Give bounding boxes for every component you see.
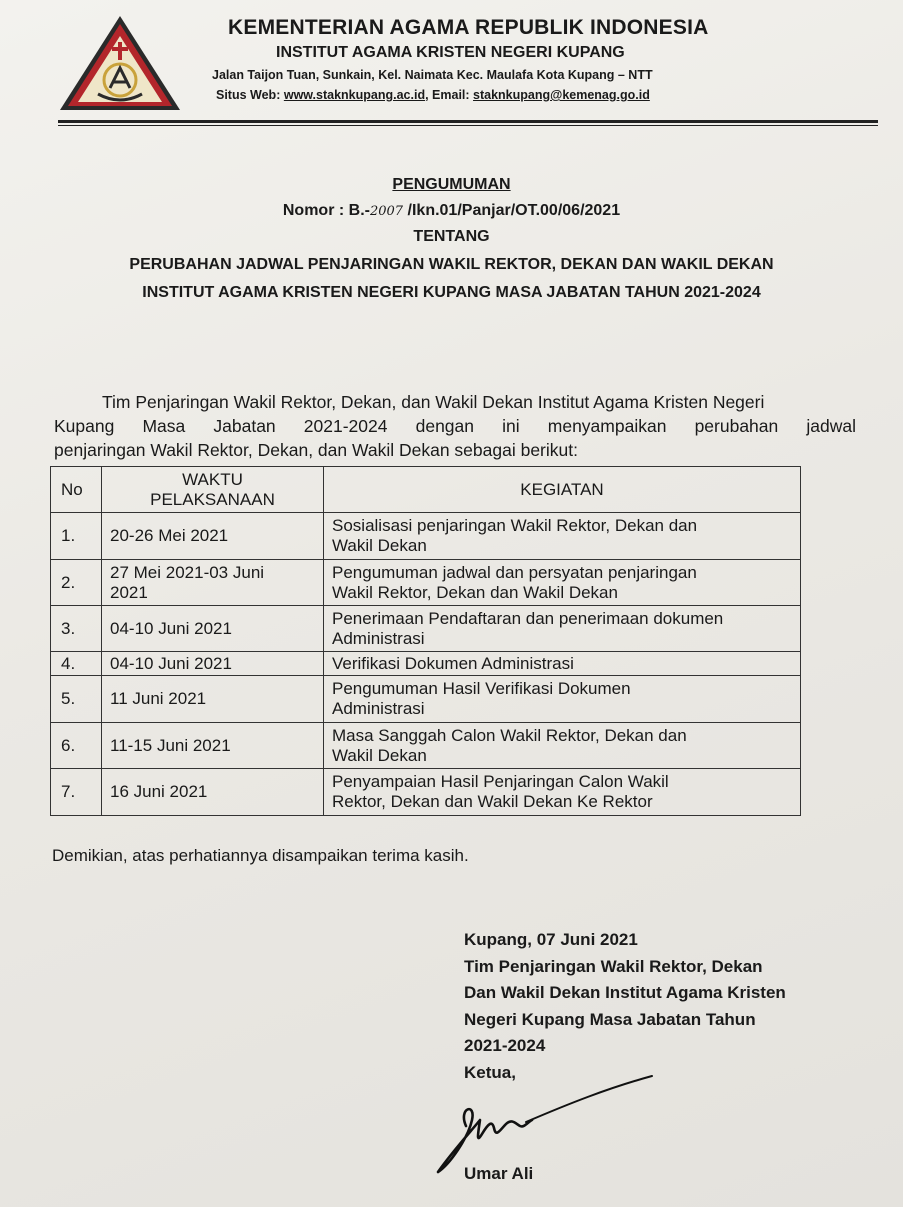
schedule-table — [50, 466, 801, 816]
row-no: 3. — [51, 606, 102, 652]
institute-name: INSTITUT AGAMA KRISTEN NEGERI KUPANG — [276, 44, 625, 61]
table-row — [51, 676, 801, 723]
web-label: Situs Web: — [216, 88, 284, 102]
signature-block — [464, 927, 786, 1086]
row-date-l1: 16 Juni 2021 — [110, 782, 208, 801]
number-handwritten: 2007 — [369, 204, 404, 219]
contact-line — [216, 88, 650, 102]
row-act-l2: Administrasi — [332, 699, 425, 718]
row-date-l2: 2021 — [110, 582, 148, 602]
row-date — [102, 769, 324, 816]
website-link[interactable]: www.staknkupang.ac.id — [283, 88, 426, 102]
signer-name: Umar Ali — [464, 1164, 534, 1183]
email-link[interactable]: staknkupang@kemenag.go.id — [473, 88, 650, 102]
org-line-1: Tim Penjaringan Wakil Rektor, Dekan — [464, 956, 763, 976]
table-row — [51, 769, 801, 816]
row-no: 1. — [51, 513, 102, 560]
handwritten-signature-icon — [428, 1068, 658, 1178]
row-act-l2: Administrasi — [332, 628, 425, 648]
row-date — [102, 723, 324, 769]
row-act-l1: Pengumuman Hasil Verifikasi Dokumen — [332, 679, 631, 698]
institute-address: Jalan Taijon Tuan, Sunkain, Kel. Naimata Kec. Maulafa Kota Kupang – NTT — [212, 68, 653, 82]
announcement-number — [0, 202, 903, 220]
place-date: Kupang, 07 Juni 2021 — [464, 930, 638, 949]
announcement-title: PENGUMUMAN — [392, 176, 511, 193]
table-row — [51, 606, 801, 652]
row-activity — [324, 560, 801, 606]
closing-statement: Demikian, atas perhatiannya disampaikan terima kasih. — [52, 846, 469, 865]
row-activity — [324, 723, 801, 769]
header-time-line1: WAKTU — [182, 469, 243, 489]
header-activity: KEGIATAN — [324, 467, 801, 513]
header-no: No — [51, 467, 102, 513]
row-act-l1: Masa Sanggah Calon Wakil Rektor, Dekan dan — [332, 725, 687, 745]
row-no: 7. — [51, 769, 102, 816]
row-activity — [324, 676, 801, 723]
org-line-3: Negeri Kupang Masa Jabatan Tahun — [464, 1009, 756, 1029]
header-time — [102, 467, 324, 513]
row-no: 4. — [51, 652, 102, 676]
intro-paragraph — [54, 390, 856, 462]
header-time-line2: PELAKSANAAN — [150, 489, 275, 509]
table-row — [51, 723, 801, 769]
row-no: 5. — [51, 676, 102, 723]
row-act-l1: Penerimaan Pendaftaran dan penerimaan dokumen — [332, 608, 724, 628]
org-line-4: 2021-2024 — [464, 1036, 546, 1055]
row-date-l1: 11 Juni 2021 — [110, 689, 207, 708]
signer-role: Ketua, — [464, 1062, 516, 1082]
row-act-l2: Wakil Dekan — [332, 745, 427, 765]
row-date-l1: 04-10 Juni 2021 — [110, 653, 232, 673]
ministry-title: KEMENTERIAN AGAMA REPUBLIK INDONESIA — [228, 16, 709, 39]
subject-line-1: PERUBAHAN JADWAL PENJARINGAN WAKIL REKTOR, DEKAN DAN WAKIL DEKAN — [129, 256, 774, 273]
table-row — [51, 513, 801, 560]
row-date — [102, 606, 324, 652]
row-date — [102, 676, 324, 723]
letterhead-rule-thin — [58, 125, 878, 126]
row-date — [102, 560, 324, 606]
row-no: 2. — [51, 560, 102, 606]
row-date-l1: 11-15 Juni 2021 — [110, 735, 231, 755]
row-act-l1: Penyampaian Hasil Penjaringan Calon Wakil — [332, 772, 669, 791]
email-label: , Email: — [425, 88, 474, 102]
row-date-l1: 27 Mei 2021-03 Juni — [110, 562, 265, 582]
row-activity — [324, 652, 801, 676]
table-row — [51, 560, 801, 606]
table-row — [51, 652, 801, 676]
row-act-l1: Pengumuman jadwal dan persyatan penjaringan — [332, 562, 697, 582]
row-no: 6. — [51, 723, 102, 769]
row-activity — [324, 769, 801, 816]
number-prefix: Nomor : B.- — [282, 202, 370, 219]
row-act-l2: Wakil Rektor, Dekan dan Wakil Dekan — [332, 582, 618, 602]
about-label: TENTANG — [413, 228, 490, 245]
row-act-l2: Wakil Dekan — [332, 536, 427, 555]
table-header-row — [51, 467, 801, 513]
row-date-l1: 20-26 Mei 2021 — [110, 526, 229, 545]
row-act-l2: Rektor, Dekan dan Wakil Dekan Ke Rektor — [332, 792, 653, 811]
row-date-l1: 04-10 Juni 2021 — [110, 618, 232, 638]
intro-line-3: penjaringan Wakil Rektor, Dekan, dan Wakil Dekan sebagai berikut: — [54, 440, 578, 460]
row-act-l1: Sosialisasi penjaringan Wakil Rektor, Dekan dan — [332, 516, 698, 535]
row-act-l1: Verifikasi Dokumen Administrasi — [332, 653, 574, 673]
number-suffix: /Ikn.01/Panjar/OT.00/06/2021 — [403, 202, 621, 219]
institute-logo-icon — [58, 14, 182, 114]
row-activity — [324, 513, 801, 560]
row-date — [102, 513, 324, 560]
subject-line-2: INSTITUT AGAMA KRISTEN NEGERI KUPANG MASA JABATAN TAHUN 2021-2024 — [142, 284, 761, 301]
org-line-2: Dan Wakil Dekan Institut Agama Kristen — [464, 983, 786, 1002]
intro-line-2: Kupang Masa Jabatan 2021-2024 dengan ini menyampaikan perubahan jadwal — [54, 416, 856, 436]
row-activity — [324, 606, 801, 652]
intro-line-1: Tim Penjaringan Wakil Rektor, Dekan, dan Wakil Dekan Institut Agama Kristen Negeri — [102, 392, 765, 412]
letterhead-rule-thick — [58, 120, 878, 123]
row-date — [102, 652, 324, 676]
